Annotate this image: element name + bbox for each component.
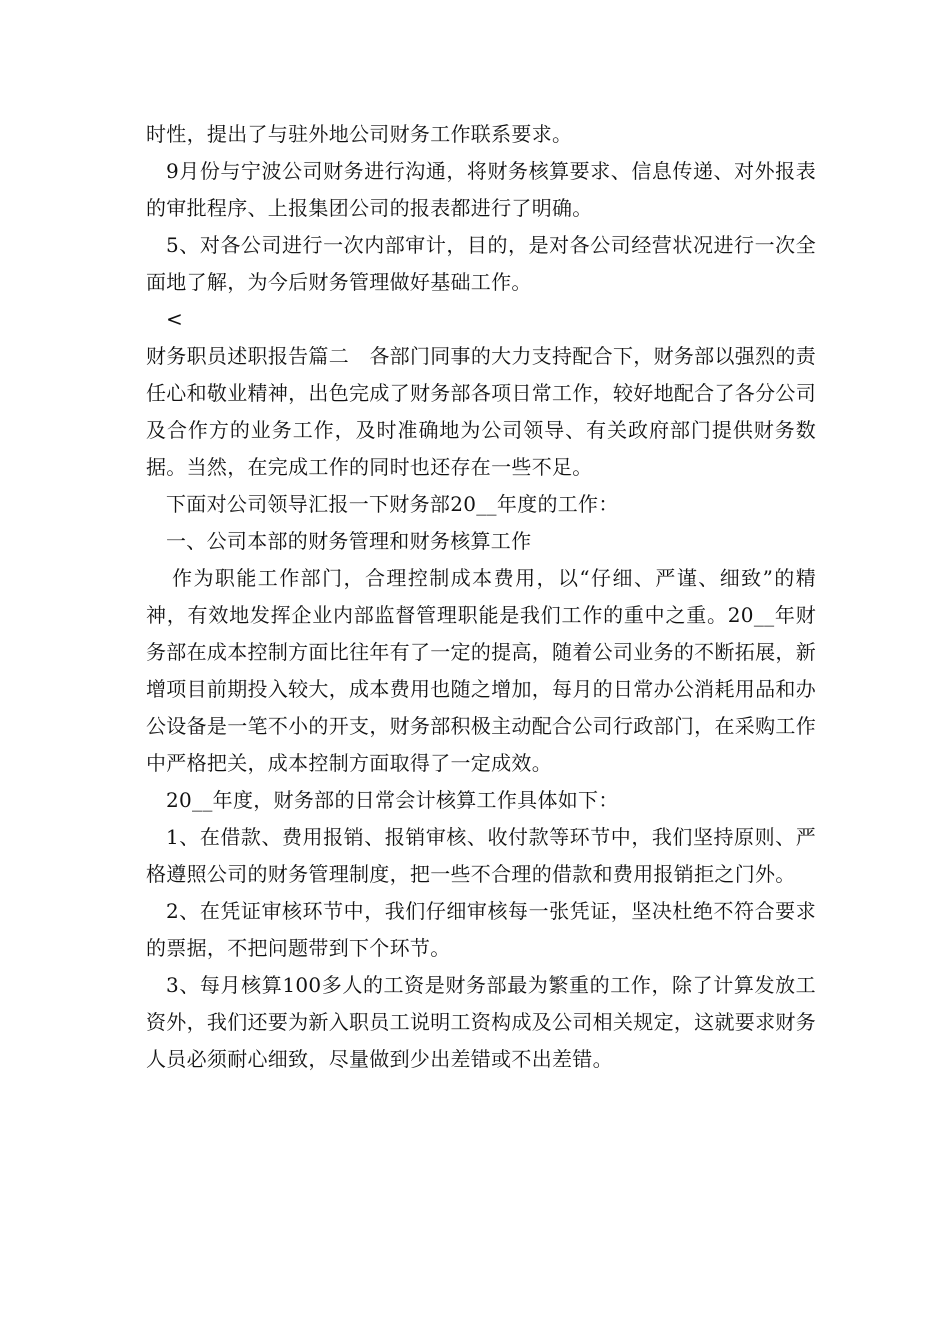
paragraph-12: 3、每月核算100多人的工资是财务部最为繁重的工作，除了计算发放工资外，我们还要为新入职员工说明工资构成及公司相关规定，这就要求财务人员必须耐心细致，尽量做到少出差错或不出差错。 [146,973,816,1071]
paragraph-6: 下面对公司领导汇报一下财务部20__年度的工作： [166,492,619,516]
paragraph-3: 5、对各公司进行一次内部审计，目的，是对各公司经营状况进行一次全面地了解，为今后财务管理做好基础工作。 [146,233,816,294]
document-body [146,116,816,1078]
section-heading-paragraph: 财务职员述职报告篇二 各部门同事的大力支持配合下，财务部以强烈的责任心和敬业精神，出色完成了财务部各项日常工作，较好地配合了各分公司及合作方的业务工作，及时准确地为公司领导、有关政府部门提供财务数据。当然，在完成工作的同时也还存在一些不足。 [146,344,816,479]
paragraph-10: 1、在借款、费用报销、报销审核、收付款等环节中，我们坚持原则、严格遵照公司的财务管理制度，把一些不合理的借款和费用报销拒之门外。 [146,825,816,886]
paragraph-marker: < [166,307,184,331]
subsection-heading: 一、公司本部的财务管理和财务核算工作 [166,529,532,553]
paragraph-9: 20__年度，财务部的日常会计核算工作具体如下： [166,788,619,812]
paragraph-2: 9月份与宁波公司财务进行沟通，将财务核算要求、信息传递、对外报表的审批程序、上报集团公司的报表都进行了明确。 [146,159,816,220]
paragraph-8: 作为职能工作部门，合理控制成本费用，以“仔细、严谨、细致”的精神，有效地发挥企业内部监督管理职能是我们工作的重中之重。20__年财务部在成本控制方面比往年有了一定的提高，随着公司业务的不断拓展，新增项目前期投入较大，成本费用也随之增加，每月的日常办公消耗用品和办公设备是一笔不小的开支，财务部积极主动配合公司行政部门，在采购工作中严格把关，成本控制方面取得了一定成效。 [146,566,816,775]
paragraph-1: 时性，提出了与驻外地公司财务工作联系要求。 [146,122,573,146]
paragraph-11: 2、在凭证审核环节中，我们仔细审核每一张凭证，坚决杜绝不符合要求的票据，不把问题带到下个环节。 [146,899,816,960]
